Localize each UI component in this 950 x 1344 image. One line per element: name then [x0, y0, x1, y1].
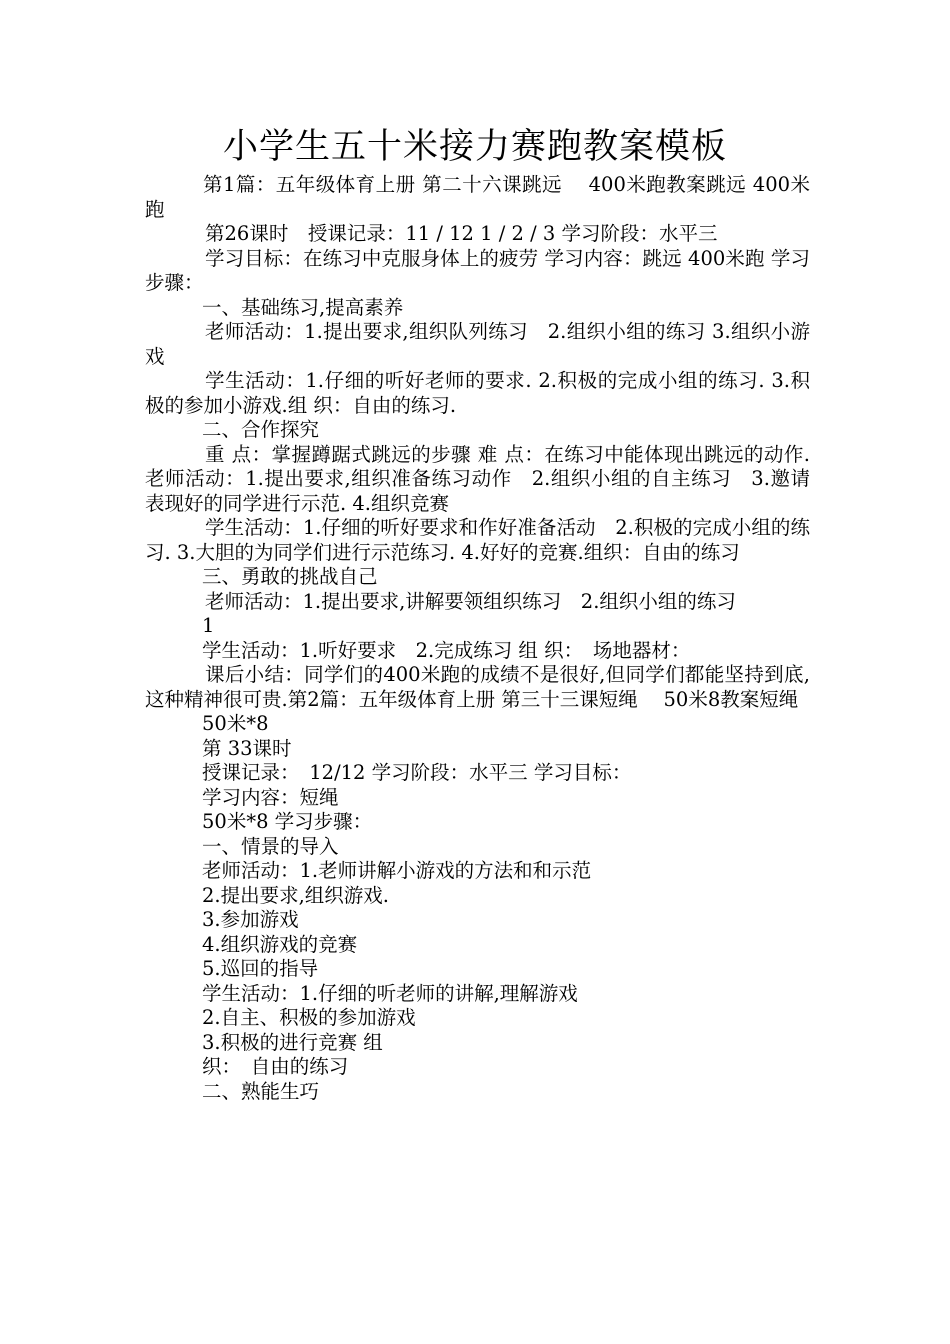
paragraph-line: 50米*8 [202, 712, 269, 735]
paragraph-line: 第 33课时 [202, 736, 292, 760]
paragraph-line: 2.自主、积极的参加游戏 [202, 1006, 416, 1029]
document-title: 小学生五十米接力赛跑教案模板 [222, 127, 727, 167]
paragraph-line: 4.组织游戏的竞赛 [202, 932, 358, 956]
paragraph-line: 织： 自由的练习 [202, 1055, 349, 1078]
section-heading-challenge: 三、勇敢的挑战自己 [202, 565, 378, 588]
paragraph-line: 3.参加游戏 [202, 908, 299, 931]
paragraph-learning-goal: 学习目标：在练习中克服身体上的疲劳 学习内容：跳远 400米跑 学习步骤： [145, 246, 810, 294]
paragraph-line: 授课记录： 12/12 学习阶段：水平三 学习目标： [202, 761, 632, 784]
paragraph-line: 3.积极的进行竞赛 组 [202, 1030, 383, 1054]
paragraph-line: 老师活动：1.老师讲解小游戏的方法和和示范 [202, 859, 592, 882]
paragraph-key-points: 重 点：掌握蹲踞式跳远的步骤 难 点：在练习中能体现出跳远的动作.老师活动：1.提出要求,组织准备练习动作 2.组织小组的自主练习 3.邀请表现好的同学进行示范. 4.组织竞赛 [145, 442, 810, 515]
paragraph-student-activity: 学生活动：1.仔细的听好要求和作好准备活动 2.积极的完成小组的练习. 3.大胆的为同学们进行示范练习. 4.好好的竞赛.组织：自由的练习 [145, 516, 810, 564]
paragraph-line: 50米*8 学习步骤： [202, 810, 373, 833]
paragraph-teacher-activity: 老师活动：1.提出要求,组织队列练习 2.组织小组的练习 3.组织小游戏 [145, 320, 810, 368]
paragraph-teacher-activity: 老师活动：1.提出要求,讲解要领组织练习 2.组织小组的练习 [205, 589, 736, 613]
paragraph-summary: 课后小结：同学们的400米跑的成绩不是很好,但同学们都能坚持到底,这种精神很可贵.第2篇：五年级体育上册 第三十三课短绳 50米8教案短绳 [145, 663, 810, 711]
paragraph-line: 学习内容：短绳 [202, 785, 339, 809]
page-number: 1 [202, 614, 215, 637]
paragraph-student-activity: 学生活动：1.听好要求 2.完成练习 组 织： 场地器材： [202, 638, 691, 662]
paragraph-lesson-period: 第26课时 授课记录：11 / 12 1 / 2 / 3 学习阶段：水平三 [205, 222, 718, 245]
paragraph-lesson-1-heading: 第1篇：五年级体育上册 第二十六课跳远 400米跑教案跳远 400米跑 [145, 173, 810, 221]
paragraph-line: 2.提出要求,组织游戏. [202, 883, 390, 907]
paragraph-line: 5.巡回的指导 [202, 957, 319, 980]
section-heading-intro: 一、情景的导入 [202, 834, 339, 858]
paragraph-line: 学生活动：1.仔细的听老师的讲解,理解游戏 [202, 981, 578, 1005]
paragraph-student-activity: 学生活动：1.仔细的听好老师的要求. 2.积极的完成小组的练习. 3.积极的参加小游戏.组 织：自由的练习. [145, 369, 810, 417]
section-heading-practice: 二、熟能生巧 [202, 1079, 320, 1103]
document-body [145, 173, 810, 1104]
section-heading-basic-practice: 一、基础练习,提高素养 [202, 295, 404, 319]
section-heading-cooperation: 二、合作探究 [202, 418, 320, 441]
